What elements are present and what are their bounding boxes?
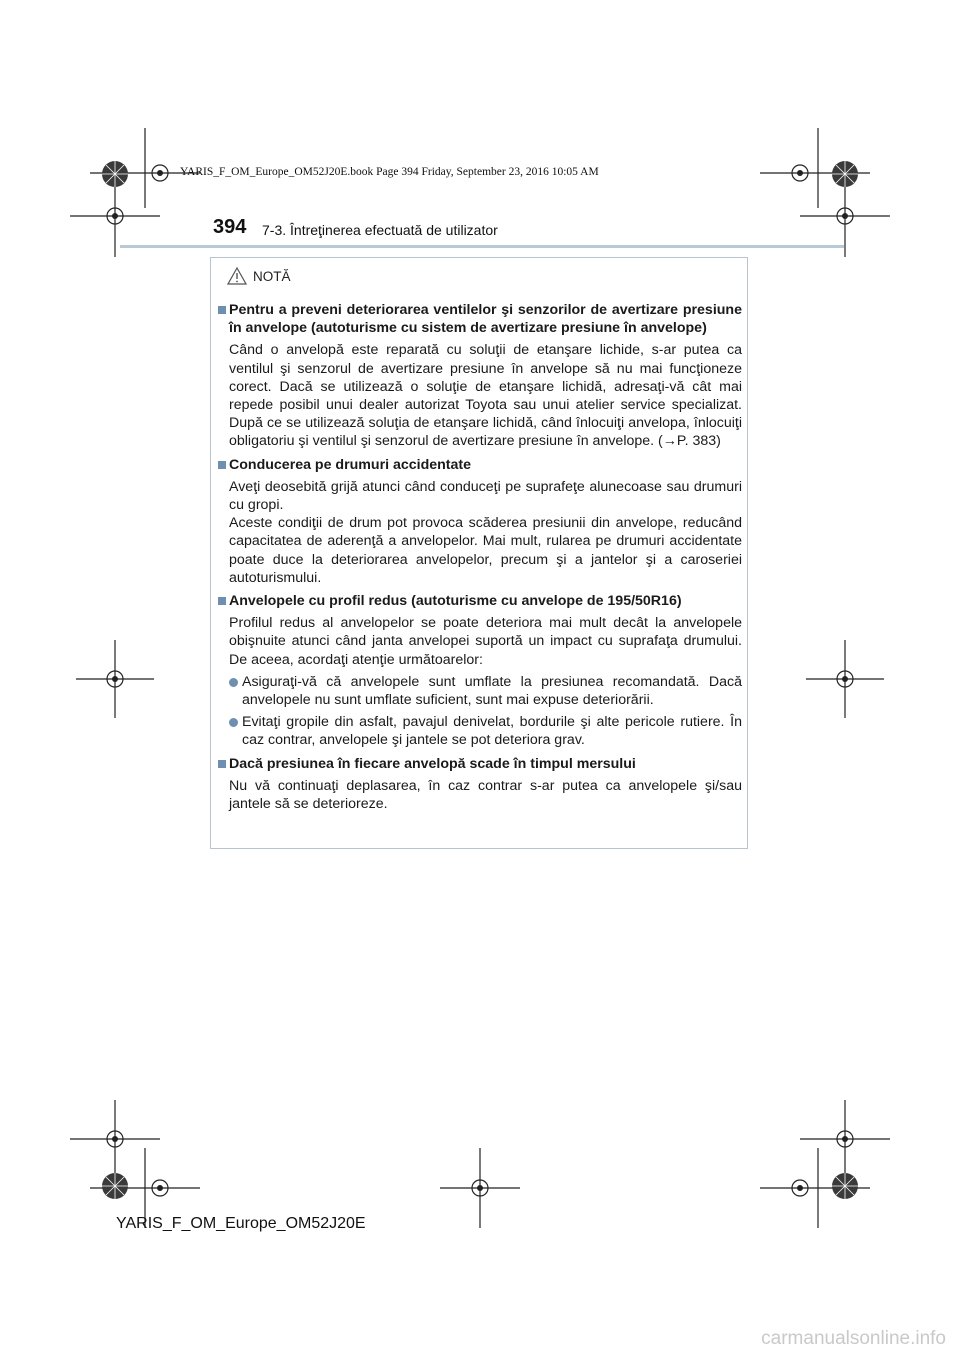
list-item: Asiguraţi-vă că anvelopele sunt umflate la presiunea recomandată. Dacă anvelopele nu sunt umflate suficient, sunt mai expuse deteriorării. (218, 673, 742, 709)
note-section (218, 755, 742, 814)
note-section (218, 456, 742, 587)
section-title: 7-3. Întreţinerea efectuată de utilizator (262, 222, 498, 238)
list-item: Evitaţi gropile din asfalt, pavajul denivelat, bordurile şi alte pericole rutiere. În caz contrar, anvelopele şi jantele se pot deteriora grav. (218, 713, 742, 749)
note-header (227, 266, 291, 286)
round-bullet-icon (229, 718, 238, 727)
note-label: NOTĂ (253, 268, 291, 284)
page-number: 394 (213, 216, 247, 238)
header-rule (120, 245, 844, 248)
paragraph: Aceste condiţii de drum pot provoca scăderea presiunii din anvelope, reducând capacitatea de aderenţă a anvelopelor. Mai mult, rularea pe drumuri accidentate poate duce la deteriorarea anvelopelor, precum şi a jantelor şi a caroseriei autoturismului. (229, 515, 742, 586)
paragraph: Profilul redus al anvelopelor se poate deteriora mai mult decât la anvelopele obişnuite atunci când janta anvelopei suportă un impact cu suprafaţa drumului. De aceea, acordaţi atenţie următoarelor: (229, 615, 742, 668)
section-heading: Conducerea pe drumuri accidentate (218, 456, 742, 474)
footer-code: YARIS_F_OM_Europe_OM52J20E (116, 1215, 366, 1232)
note-section (218, 301, 742, 451)
section-heading: Dacă presiunea în fiecare anvelopă scade în timpul mersului (218, 755, 742, 773)
note-content (218, 301, 742, 818)
note-box (210, 257, 748, 849)
square-bullet-icon (218, 760, 226, 768)
section-heading: Pentru a preveni deteriorarea ventilelor şi senzorilor de avertizare presiune în anvelope (autoturisme cu sistem de avertizare presiune în anvelope) (218, 301, 742, 337)
paragraph: Aveţi deosebită grijă atunci când conduceţi pe suprafeţe alunecoase sau drumuri cu gropi. (229, 478, 742, 514)
section-heading: Anvelopele cu profil redus (autoturisme cu anvelope de 195/50R16) (218, 592, 742, 610)
warning-triangle-icon (227, 267, 247, 285)
square-bullet-icon (218, 597, 226, 605)
square-bullet-icon (218, 306, 226, 314)
paragraph: Când o anvelopă este reparată cu soluţii de etanşare lichide, s-ar putea ca ventilul şi senzorul de avertizare presiune în anvelope să nu mai funcţioneze corect. Dacă se utilizează o soluţie de etanşare lichidă, adresaţi-vă cât mai repede posibil unui dealer autorizat Toyota sau unui atelier service specializat. După ce se utilizează soluţia de etanşare lichidă, când înlocuiţi anvelopa, înlocuiţi obligatoriu şi ventilul şi senzorul de avertizare presiune în anvelope. (→P. 383) (229, 342, 742, 450)
paragraph: Nu vă continuaţi deplasarea, în caz contrar s-ar putea ca anvelopele şi/sau jantele să se deterioreze. (229, 777, 742, 813)
watermark: carmanualsonline.info (761, 1328, 946, 1349)
book-info-line: YARIS_F_OM_Europe_OM52J20E.book Page 394 Friday, September 23, 2016 10:05 AM (180, 166, 599, 178)
note-section (218, 592, 742, 750)
round-bullet-icon (229, 678, 238, 687)
square-bullet-icon (218, 461, 226, 469)
